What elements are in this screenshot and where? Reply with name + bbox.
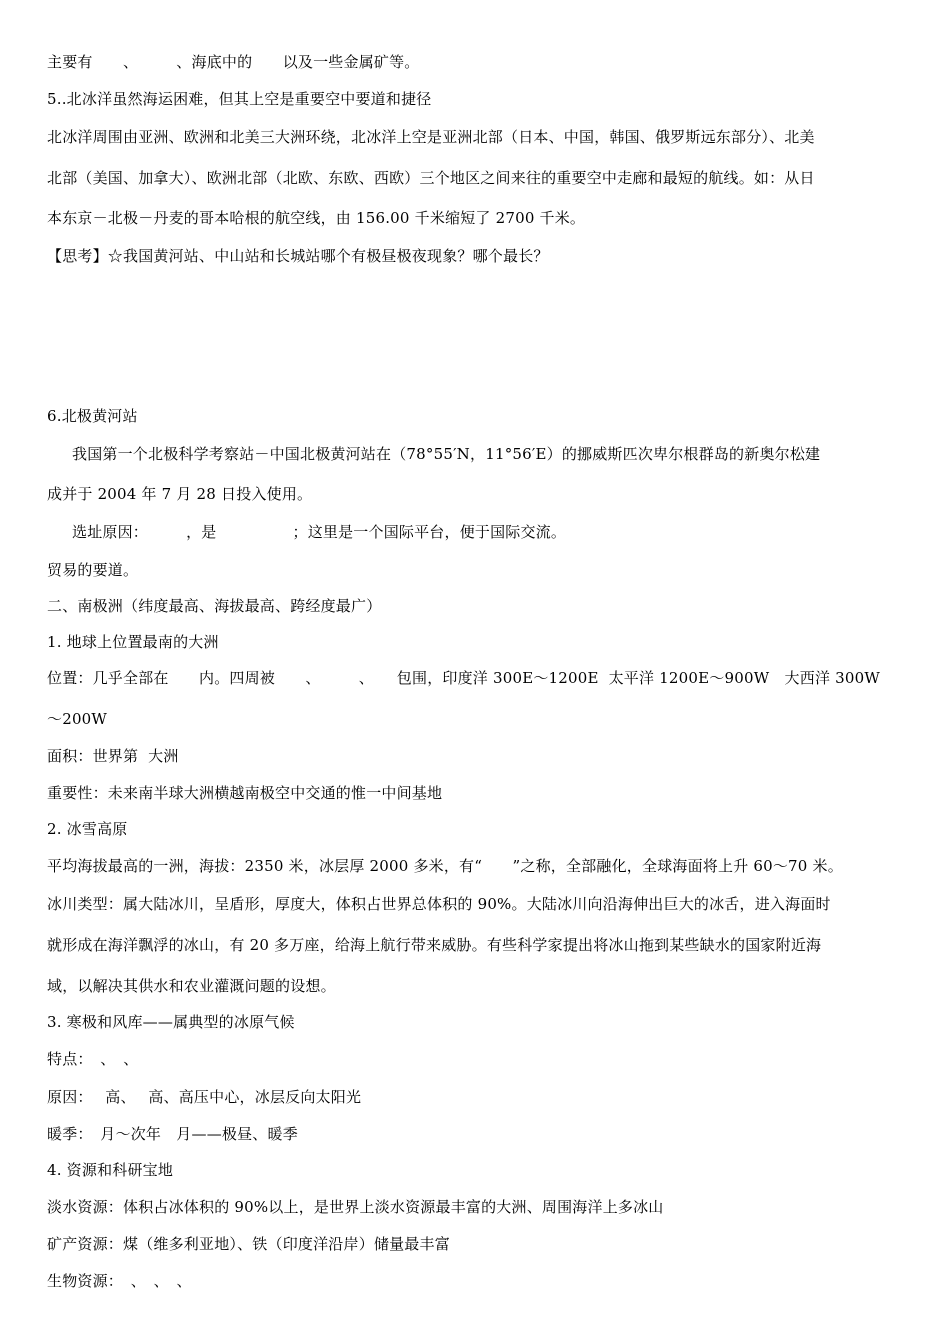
text-line-biological: 生物资源： 、 、 、 (47, 1272, 192, 1290)
text-line-trade-route: 贸易的要道。 (47, 561, 139, 579)
text-line-warm-season: 暖季： 月～次年 月——极昼、暖季 (47, 1125, 298, 1143)
heading-ice-plateau: 2. 冰雪高原 (47, 820, 128, 838)
text-line-station-2: 成并于 2004 年 7 月 28 日投入使用。 (47, 485, 313, 503)
text-line-elevation: 平均海拔最高的一洲，海拔：2350 米，冰层厚 2000 多米，有“ ”之称，全部融化，全球海面将上升 60～70 米。 (47, 857, 843, 875)
text-line-glacier-2: 就形成在海洋飘浮的冰山，有 20 多万座，给海上航行带来威胁。有些科学家提出将冰山拖到某些缺水的国家附近海 (47, 936, 822, 954)
text-line-glacier-3: 域，以解决其供水和农业灌溉问题的设想。 (47, 977, 336, 995)
heading-cold-pole: 3. 寒极和风库——属典型的冰原气候 (47, 1013, 295, 1031)
text-line-arctic-route-3: 本东京－北极－丹麦的哥本哈根的航空线，由 156.00 千米缩短了 2700 千米。 (47, 209, 586, 227)
text-line-position-cont: ～200W (47, 710, 108, 728)
text-line-area: 面积：世界第 大洲 (47, 747, 179, 765)
text-line-minerals: 主要有 、 、海底中的 以及一些金属矿等。 (47, 53, 420, 71)
text-line-glacier-1: 冰川类型：属大陆冰川，呈盾形，厚度大，体积占世界总体积的 90%。大陆冰川向沿海伸出巨大的冰舌，进入海面时 (47, 895, 831, 913)
text-line-station-1: 我国第一个北极科学考察站－中国北极黄河站在（78°55′N，11°56′E）的挪威斯匹次卑尔根群岛的新奥尔松建 (72, 445, 821, 463)
text-line-site-reason: 选址原因： ，是 ；这里是一个国际平台，便于国际交流。 (72, 523, 567, 541)
text-line-features: 特点： 、 、 (47, 1050, 139, 1068)
text-line-importance: 重要性：未来南半球大洲横越南极空中交通的惟一中间基地 (47, 784, 443, 802)
text-line-arctic-route-1: 北冰洋周围由亚洲、欧洲和北美三大洲环绕，北冰洋上空是亚洲北部（日本、中国，韩国、俄罗斯远东部分）、北美 (47, 128, 815, 146)
text-line-minerals-resources: 矿产资源：煤（维多利亚地）、铁（印度洋沿岸）储量最丰富 (47, 1235, 450, 1253)
heading-resources: 4. 资源和科研宝地 (47, 1161, 174, 1179)
heading-arctic-air-route: 5..北冰洋虽然海运困难，但其上空是重要空中要道和捷径 (47, 90, 432, 108)
text-line-causes: 原因： 高、 高、高压中心，冰层反向太阳光 (47, 1088, 362, 1106)
text-line-arctic-route-2: 北部（美国、加拿大）、欧洲北部（北欧、东欧、西欧）三个地区之间来往的重要空中走廊和最短的航线。如：从日 (47, 169, 815, 187)
heading-antarctica: 二、南极洲（纬度最高、海拔最高、跨经度最广） (47, 597, 382, 615)
text-line-think-question: 【思考】☆我国黄河站、中山站和长城站哪个有极昼极夜现象？哪个最长？ (47, 247, 549, 265)
heading-yellow-river-station: 6.北极黄河站 (47, 407, 138, 425)
heading-southernmost-continent: 1. 地球上位置最南的大洲 (47, 633, 219, 651)
text-line-position: 位置：几乎全部在 内。四周被 、 、 包围，印度洋 300E～1200E 太平洋 1200E～900W 大西洋 300W (47, 669, 880, 687)
text-line-freshwater: 淡水资源：体积占冰体积的 90%以上，是世界上淡水资源最丰富的大洲、周围海洋上多冰山 (47, 1198, 664, 1216)
